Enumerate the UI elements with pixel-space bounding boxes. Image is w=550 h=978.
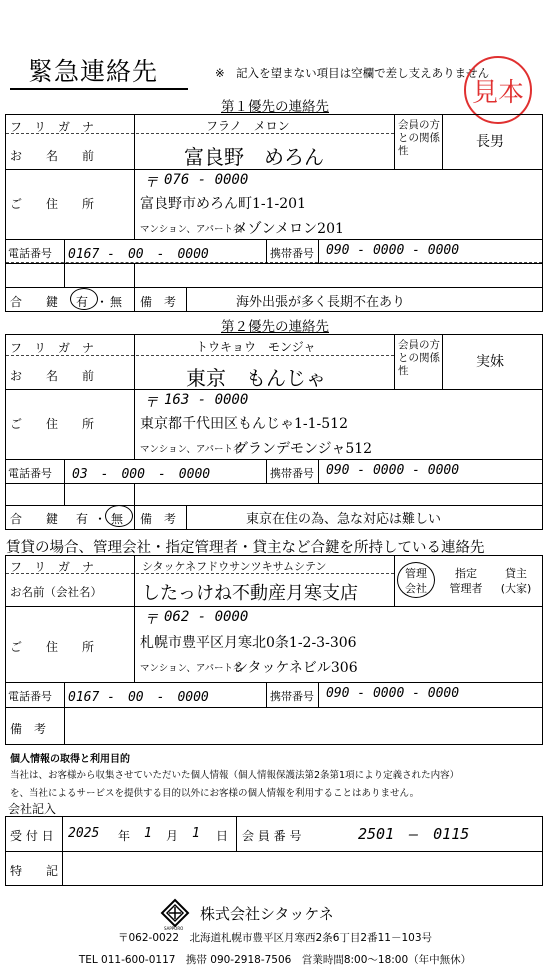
postal-mark: 〒 <box>144 612 158 628</box>
contact1-postal[interactable]: 076 - 0000 <box>164 172 249 188</box>
label-key: 合 鍵 <box>10 512 59 526</box>
contact1-mobile[interactable]: 090 - 0000 - 0000 <box>326 243 460 258</box>
key-no-option[interactable]: 無 <box>110 295 123 309</box>
company-contact: TEL 011-600-0117 携帯 090-2918-7506 営業時間8:00～18:00（年中無休） <box>78 954 472 966</box>
contact1-table <box>5 114 543 312</box>
label-furigana: フ リ ガ ナ <box>10 341 95 355</box>
label-building: マンション、アパート名 <box>140 663 243 674</box>
section-title-contact1: 第１優先の連絡先 <box>221 99 329 115</box>
label-remarks: 備 考 <box>140 512 177 526</box>
label-receipt-date: 受 付 日 <box>10 829 54 843</box>
type-option-designated[interactable]: 指定 管理者 <box>449 567 483 595</box>
office-section-title: 会社記入 <box>8 802 57 816</box>
company-logo-icon <box>160 898 190 928</box>
keyholder-address[interactable]: 札幌市豊平区月寒北0条1-2-3-306 <box>140 635 357 651</box>
keyholder-name[interactable]: したっけね不動産月寒支店 <box>142 583 358 604</box>
contact1-name[interactable]: 富良野 めろん <box>184 145 324 169</box>
label-relation: 会員の方との関係性 <box>398 339 440 377</box>
label-phone: 電話番号 <box>8 467 52 480</box>
label-name: お 名 前 <box>10 149 95 163</box>
keyholder-phone[interactable]: 0167 - 00 - 0000 <box>68 690 209 705</box>
contact2-phone[interactable]: 03 - 000 - 0000 <box>72 467 211 482</box>
label-mobile: 携帯番号 <box>270 467 314 480</box>
member-number[interactable]: 2501 — 0115 <box>358 825 470 843</box>
title-underline <box>10 88 188 90</box>
form-title: 緊急連絡先 <box>28 57 159 86</box>
contact2-mobile[interactable]: 090 - 0000 - 0000 <box>326 463 460 478</box>
label-address: ご 住 所 <box>10 417 95 431</box>
privacy-line2: を、当社によるサービスを提供する目的以外にお客様の個人情報を利用することはありません。 <box>10 788 420 799</box>
contact2-relation[interactable]: 実妹 <box>476 354 504 370</box>
label-building: マンション、アパート名 <box>140 444 243 455</box>
label-special: 特 記 <box>10 864 59 878</box>
contact2-address[interactable]: 東京都千代田区もんじゃ1-1-512 <box>140 416 348 432</box>
key-yes-option[interactable]: 有 <box>76 512 89 526</box>
receipt-day[interactable]: 1 <box>192 826 200 841</box>
label-member-number: 会 員 番 号 <box>242 829 302 843</box>
label-furigana: フ リ ガ ナ <box>10 120 95 134</box>
privacy-line1: 当社は、お客様から収集させていただいた個人情報（個人情報保護法第2条第1項により定義された内容） <box>10 770 460 781</box>
sample-stamp: 見本 <box>464 56 532 124</box>
type-option-landlord[interactable]: 貸主 (大家) <box>500 567 532 595</box>
key-yes-option[interactable]: 有 <box>76 295 89 309</box>
logo-caption: SAPPORO <box>164 926 184 931</box>
label-company-name: お名前（会社名） <box>10 585 102 599</box>
label-remarks: 備 考 <box>140 295 177 309</box>
label-mobile: 携帯番号 <box>270 247 314 260</box>
label-mobile: 携帯番号 <box>270 690 314 703</box>
label-day: 日 <box>216 829 229 843</box>
label-relation: 会員の方との関係性 <box>398 119 440 157</box>
contact1-building[interactable]: メゾンメロン201 <box>234 221 344 237</box>
contact2-table <box>5 334 543 530</box>
label-phone: 電話番号 <box>8 690 52 703</box>
receipt-month[interactable]: 1 <box>144 826 152 841</box>
keyholder-table <box>5 555 543 745</box>
office-table <box>5 816 543 886</box>
label-address: ご 住 所 <box>10 640 95 654</box>
company-name: 株式会社シタッケネ <box>200 905 334 923</box>
contact2-name[interactable]: 東京 もんじゃ <box>186 366 326 390</box>
key-dot: ・ <box>94 512 107 526</box>
company-address: 〒062-0022 北海道札幌市豊平区月寒西2条6丁目2番11－103号 <box>118 932 432 944</box>
label-month: 月 <box>166 829 179 843</box>
privacy-heading: 個人情報の取得と利用目的 <box>10 754 130 765</box>
key-no-option[interactable]: 無 <box>111 512 124 526</box>
keyholder-building[interactable]: シタッケネビル306 <box>234 660 358 676</box>
label-name: お 名 前 <box>10 369 95 383</box>
contact1-phone[interactable]: 0167 - 00 - 0000 <box>68 247 209 262</box>
contact2-furigana[interactable]: トウキョウ モンジャ <box>196 340 316 354</box>
section-title-keyholder: 賃貸の場合、管理会社・指定管理者・貸主など合鍵を所持している連絡先 <box>6 540 485 556</box>
contact2-building[interactable]: グランデモンジャ512 <box>234 441 373 457</box>
contact1-address[interactable]: 富良野市めろん町1-1-201 <box>140 196 306 212</box>
label-phone: 電話番号 <box>8 247 52 260</box>
postal-mark: 〒 <box>144 175 158 191</box>
contact2-remarks[interactable]: 東京在住の為、急な対応は難しい <box>246 512 442 527</box>
label-furigana: フ リ ガ ナ <box>10 560 95 574</box>
key-dot: ・ <box>96 295 109 309</box>
type-option-management[interactable]: 管理 会社 <box>405 567 427 595</box>
keyholder-postal[interactable]: 062 - 0000 <box>164 609 249 625</box>
contact2-postal[interactable]: 163 - 0000 <box>164 392 249 408</box>
keyholder-furigana[interactable]: シタッケネフドウサンツキサムシテン <box>142 560 327 573</box>
postal-mark: 〒 <box>144 395 158 411</box>
label-address: ご 住 所 <box>10 197 95 211</box>
keyholder-mobile[interactable]: 090 - 0000 - 0000 <box>326 686 460 701</box>
contact1-remarks[interactable]: 海外出張が多く長期不在あり <box>236 295 406 310</box>
label-year: 年 <box>118 829 131 843</box>
form-note: ※ 記入を望まない項目は空欄で差し支えありません <box>215 66 490 80</box>
label-building: マンション、アパート名 <box>140 224 243 235</box>
label-remarks: 備 考 <box>10 722 47 736</box>
section-title-contact2: 第２優先の連絡先 <box>221 319 329 335</box>
contact1-relation[interactable]: 長男 <box>476 134 504 150</box>
label-key: 合 鍵 <box>10 295 59 309</box>
receipt-year[interactable]: 2025 <box>68 826 100 841</box>
contact1-furigana[interactable]: フラノ メロン <box>206 119 290 133</box>
